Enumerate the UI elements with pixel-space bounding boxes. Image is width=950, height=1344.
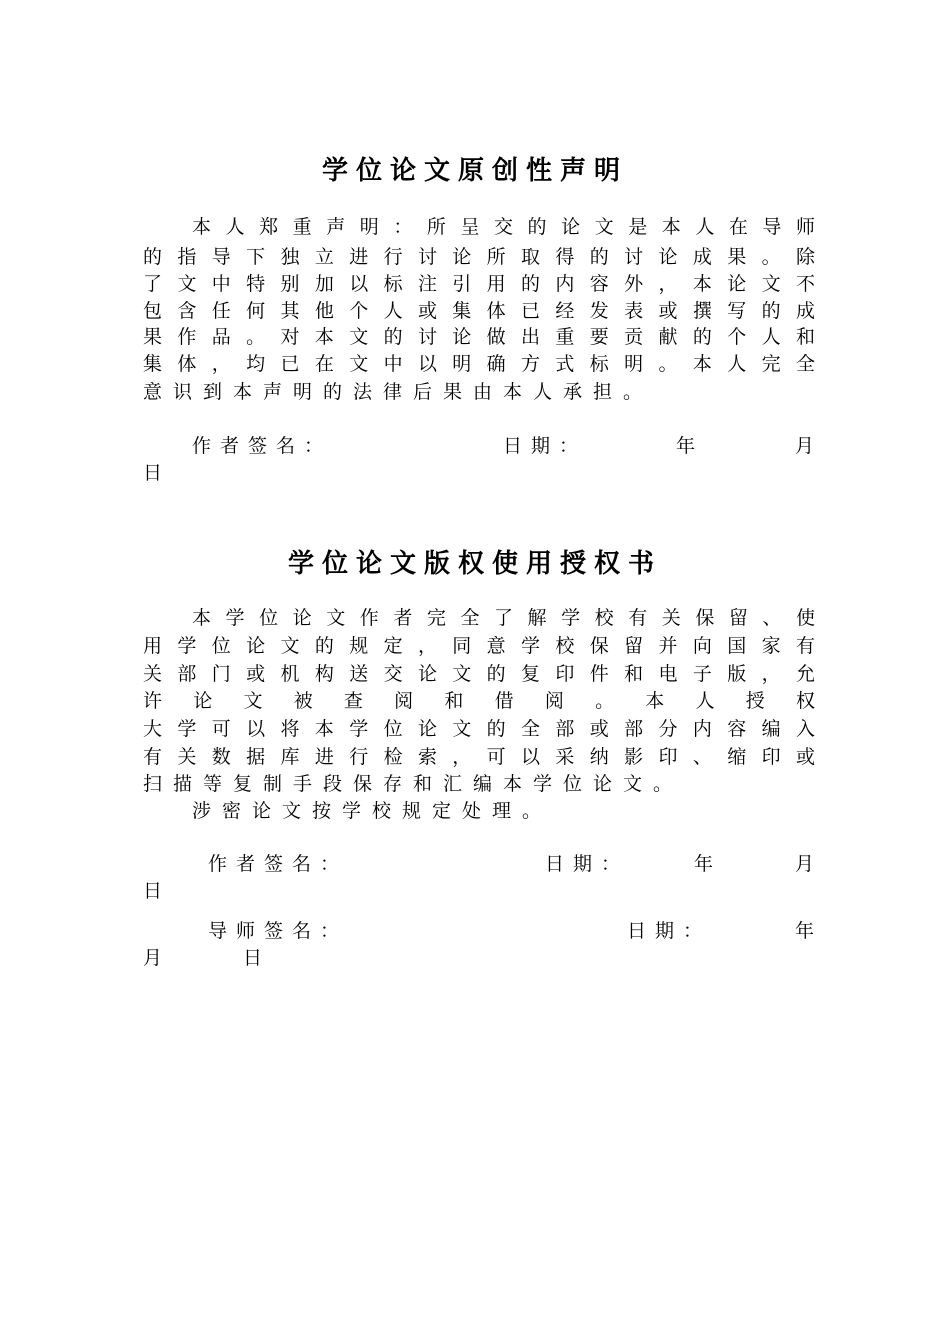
declaration-year-label: 年	[676, 435, 705, 457]
declaration-title: 学位论文原创性声明	[321, 156, 628, 186]
declaration-month-label: 月	[795, 435, 824, 457]
authorization-supervisor-day-label: 日	[243, 947, 272, 969]
declaration-line: 集体，均已在文中以明确方式标明。本人完全	[143, 353, 815, 375]
declaration-day-label: 日	[143, 462, 172, 484]
declaration-line: 果作品。对本文的讨论做出重要贡献的个人和	[143, 326, 815, 348]
declaration-author-signature-label: 作者签名：	[192, 435, 333, 457]
authorization-line: 许论文被查阅和借阅。本人授权	[143, 690, 815, 712]
authorization-line: 本学位论文作者完全了解学校有关保留、使	[192, 607, 815, 629]
authorization-supervisor-date-label: 日期：	[627, 920, 712, 942]
authorization-line: 扫描等复制手段保存和汇编本学位论文。	[143, 773, 684, 795]
authorization-line: 涉密论文按学校规定处理。	[192, 800, 553, 822]
authorization-author-year-label: 年	[694, 853, 723, 875]
declaration-line: 意识到本声明的法律后果由本人承担。	[143, 381, 654, 403]
declaration-line: 本人郑重声明：所呈交的论文是本人在导师	[192, 216, 815, 238]
authorization-line: 大学可以将本学位论文的全部或部分内容编入	[143, 718, 815, 740]
authorization-line: 用学位论文的规定，同意学校保留并向国家有	[143, 635, 815, 657]
authorization-author-signature-label: 作者签名：	[208, 853, 349, 875]
authorization-supervisor-year-label: 年	[795, 920, 824, 942]
authorization-author-day-label: 日	[143, 880, 172, 902]
authorization-line: 关部门或机构送交论文的复印件和电子版，允	[143, 663, 815, 685]
authorization-line: 有关数据库进行检索，可以采纳影印、缩印或	[143, 746, 815, 768]
declaration-date-label: 日期：	[503, 435, 588, 457]
declaration-line: 包含任何其他个人或集体已经发表或撰写的成	[143, 300, 815, 322]
authorization-title: 学位论文版权使用授权书	[287, 549, 662, 579]
declaration-line: 了文中特别加以标注引用的内容外，本论文不	[143, 273, 815, 295]
declaration-line: 的指导下独立进行讨论所取得的讨论成果。除	[143, 246, 815, 268]
authorization-supervisor-signature-label: 导师签名：	[208, 920, 349, 942]
authorization-author-date-label: 日期：	[545, 853, 630, 875]
authorization-supervisor-month-label: 月	[143, 947, 172, 969]
authorization-author-month-label: 月	[795, 853, 824, 875]
